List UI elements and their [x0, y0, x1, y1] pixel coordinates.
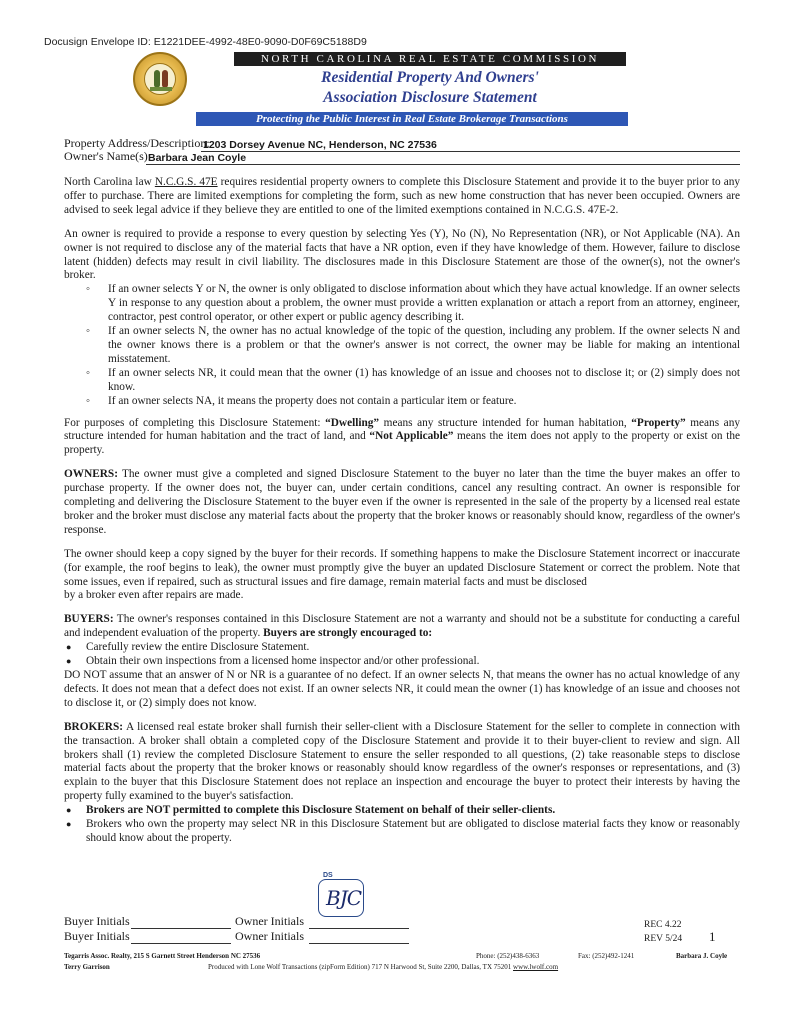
footer-agent: Terry Garrison [64, 963, 110, 971]
list-item: ◦ If an owner selects NR, it could mean that the owner (1) has knowledge of an issue and chooses not to disclose it; or (2) simply does not know. [108, 367, 740, 395]
initials-row [64, 930, 424, 944]
footer-fax: Fax: (252)492-1241 [578, 952, 635, 960]
definitions-paragraph: For purposes of completing this Disclosure Statement: “Dwelling” means any structure intended for human habitation, “Property” means any structure intended for human habitation and the tract of land, and “Not Applicable” means the item does not apply to the property or exist on the property. [64, 416, 740, 457]
property-address-row [64, 137, 740, 151]
commission-name-bar: NORTH CAROLINA REAL ESTATE COMMISSION [234, 52, 626, 66]
lwolf-link[interactable]: www.lwolf.com [513, 963, 559, 971]
footer-produced-by: Produced with Lone Wolf Transactions (zipForm Edition) 717 N Harwood St, Suite 2200, Dallas, TX 75201 www.lwolf.com [208, 963, 559, 971]
owner-initials-field[interactable] [309, 943, 409, 944]
owner-initials-label: Owner Initials [235, 914, 304, 928]
page-number: 1 [709, 929, 716, 944]
owner-initials-label: Owner Initials [235, 929, 304, 943]
list-item: ◦ If an owner selects NA, it means the property does not contain a particular item or feature. [108, 395, 740, 409]
owners-heading: OWNERS: [64, 468, 118, 481]
nc-commission-seal-icon [133, 52, 187, 106]
buyers-paragraph-2: DO NOT assume that an answer of N or NR is a guarantee of no defect. If an owner selects N, that means the owner has no actual knowledge of any defects. It does not mean that a defect does not exist. If an owner selects NR, it could mean the owner (1) has knowledge of an issue and chooses not to disclose it, or (2) simply does not know. [64, 669, 740, 709]
buyers-heading: BUYERS: [64, 613, 114, 626]
list-item: ● Carefully review the entire Disclosure Statement. [86, 641, 740, 655]
owner-name-underline [146, 164, 740, 165]
list-item: ● Obtain their own inspections from a licensed home inspector and/or other professional. [86, 655, 740, 669]
owner-name-label: Owner's Name(s): [64, 149, 152, 163]
owner-name-row [64, 150, 740, 164]
property-address-label: Property Address/Description: [64, 136, 210, 150]
owners-paragraph-1: OWNERS: The owner must give a completed and signed Disclosure Statement to the buyer no later than the time the buyer makes an offer to purchase property. If the owner does not, the buyer can, under certain conditions, cancel any resulting contract. An owner is responsible for completing and delivering the Disclosure Statement to the buyer even if the owner is represented in the sale of the property by a licensed real estate broker and the broker must disclose any material facts about the property that the broker knows or reasonably should know, regardless of the owner's response. [64, 468, 740, 536]
tagline-bar: Protecting the Public Interest in Real Estate Brokerage Transactions [196, 112, 628, 126]
list-item: ◦ If an owner selects N, the owner has no actual knowledge of the topic of the question, including any problem. If the owner selects N and the owner knows there is a problem or that the owner's answer is not correct, the owner may be liable for making an intentional misstatement. [108, 325, 740, 367]
disclosure-body [64, 176, 740, 846]
buyer-initials-label: Buyer Initials [64, 914, 130, 928]
ncgs-47e-link[interactable]: N.C.G.S. 47E [154, 176, 218, 188]
initials-row [64, 915, 424, 929]
response-options-list [64, 283, 740, 408]
brokers-list [64, 804, 740, 846]
envelope-id: Docusign Envelope ID: E1221DEE-4992-48E0-9090-D0F69C5188D9 [44, 36, 367, 48]
form-rec-code: REC 4.22 [644, 920, 682, 930]
form-title [234, 68, 626, 108]
brokers-paragraph: BROKERS: A licensed real estate broker shall furnish their seller-client with a Disclosure Statement for the seller to complete in connection with the transaction. A broker shall obtain a completed copy of the Disclosure Statement and provide it to their buyer-client to review and sign. All brokers shall (1) review the completed Disclosure Statement to ensure the seller responded to all questions, (2) take reasonable steps to disclose material facts about the property that the broker knows or reasonably should know regardless of the owner's responses or representations, and (3) explain to the buyer that this Disclosure Statement does not replace an inspection and encourage the buyer to protect their interests by having the property fully examined to the buyer's satisfaction. [64, 720, 740, 803]
list-item: ● Brokers who own the property may select NR in this Disclosure Statement but are obligated to disclose material facts they know or reasonably should know about the property. [86, 818, 740, 846]
ds-label: DS [323, 872, 333, 879]
intro-paragraph-2: An owner is required to provide a response to every question by selecting Yes (Y), No (N), No Representation (NR), or Not Applicable (NA). An owner is not required to disclose any of the material facts that have a NR option, even if they have knowledge of them. However, failure to disclose latent (hidden) defects may result in civil liability. The disclosures made in this Disclosure Statement are those of the owner(s), not the owner's broker. [64, 227, 740, 282]
footer-phone: Phone: (252)438-6363 [476, 952, 540, 960]
intro-paragraph-1: North Carolina law N.C.G.S. 47E requires residential property owners to complete this Disclosure Statement and provide it to the buyer prior to any offer to purchase. There are limited exemptions for completing the form, such as new home construction that has never been occupied. Owners are advised to seek legal advice if they believe they are entitled to one of the limited exemptions contained in N.C.G.S. 47E-2. [64, 176, 741, 216]
buyers-list [64, 641, 740, 669]
list-item: ● Brokers are NOT permitted to complete this Disclosure Statement on behalf of their seller-clients. [86, 804, 740, 818]
footer-owner: Barbara J. Coyle [676, 952, 728, 960]
owner-name-field[interactable]: Barbara Jean Coyle [148, 152, 247, 164]
list-item: ◦ If an owner selects Y or N, the owner is only obligated to disclose information about which they have actual knowledge. If an owner selects Y in response to any question about a problem, the owner must provide a written explanation or attach a report from an attorney, engineer, contractor, pest control operator, or other expert or public agency describing it. [108, 283, 740, 325]
property-address-field[interactable]: 1203 Dorsey Avenue NC, Henderson, NC 27536 [203, 139, 437, 151]
docusign-initials-box[interactable] [318, 872, 364, 917]
owners-paragraph-2: The owner should keep a copy signed by the buyer for their records. If something happens to make the Disclosure Statement incorrect or inaccurate (for example, the roof begins to leak), the owner must promptly give the buyer an updated Disclosure Statement or correct the problem. Note that some issues, even if repaired, such as structural issues and fire damage, remain material facts and must be disclosed by a broker even after repairs are made. [64, 547, 740, 602]
form-title-line1: Residential Property And Owners' [321, 69, 539, 86]
buyer-initials-field[interactable] [131, 928, 231, 929]
buyer-initials-label: Buyer Initials [64, 929, 130, 943]
brokers-heading: BROKERS: [64, 720, 124, 733]
owner-initials-field[interactable] [309, 928, 409, 929]
buyers-paragraph-1: BUYERS: The owner's responses contained in this Disclosure Statement are not a warranty and should not be a substitute for conducting a careful and independent evaluation of the property. Buyers are strongly encouraged to: [64, 613, 740, 640]
form-rev-code: REV 5/24 [644, 934, 683, 944]
form-title-line2: Association Disclosure Statement [323, 89, 537, 106]
owner-initials-signature: BJC [326, 886, 362, 910]
footer-company: Tegarris Assoc. Realty, 215 S Garnett Street Henderson NC 27536 [64, 952, 261, 960]
buyer-initials-field[interactable] [131, 943, 231, 944]
